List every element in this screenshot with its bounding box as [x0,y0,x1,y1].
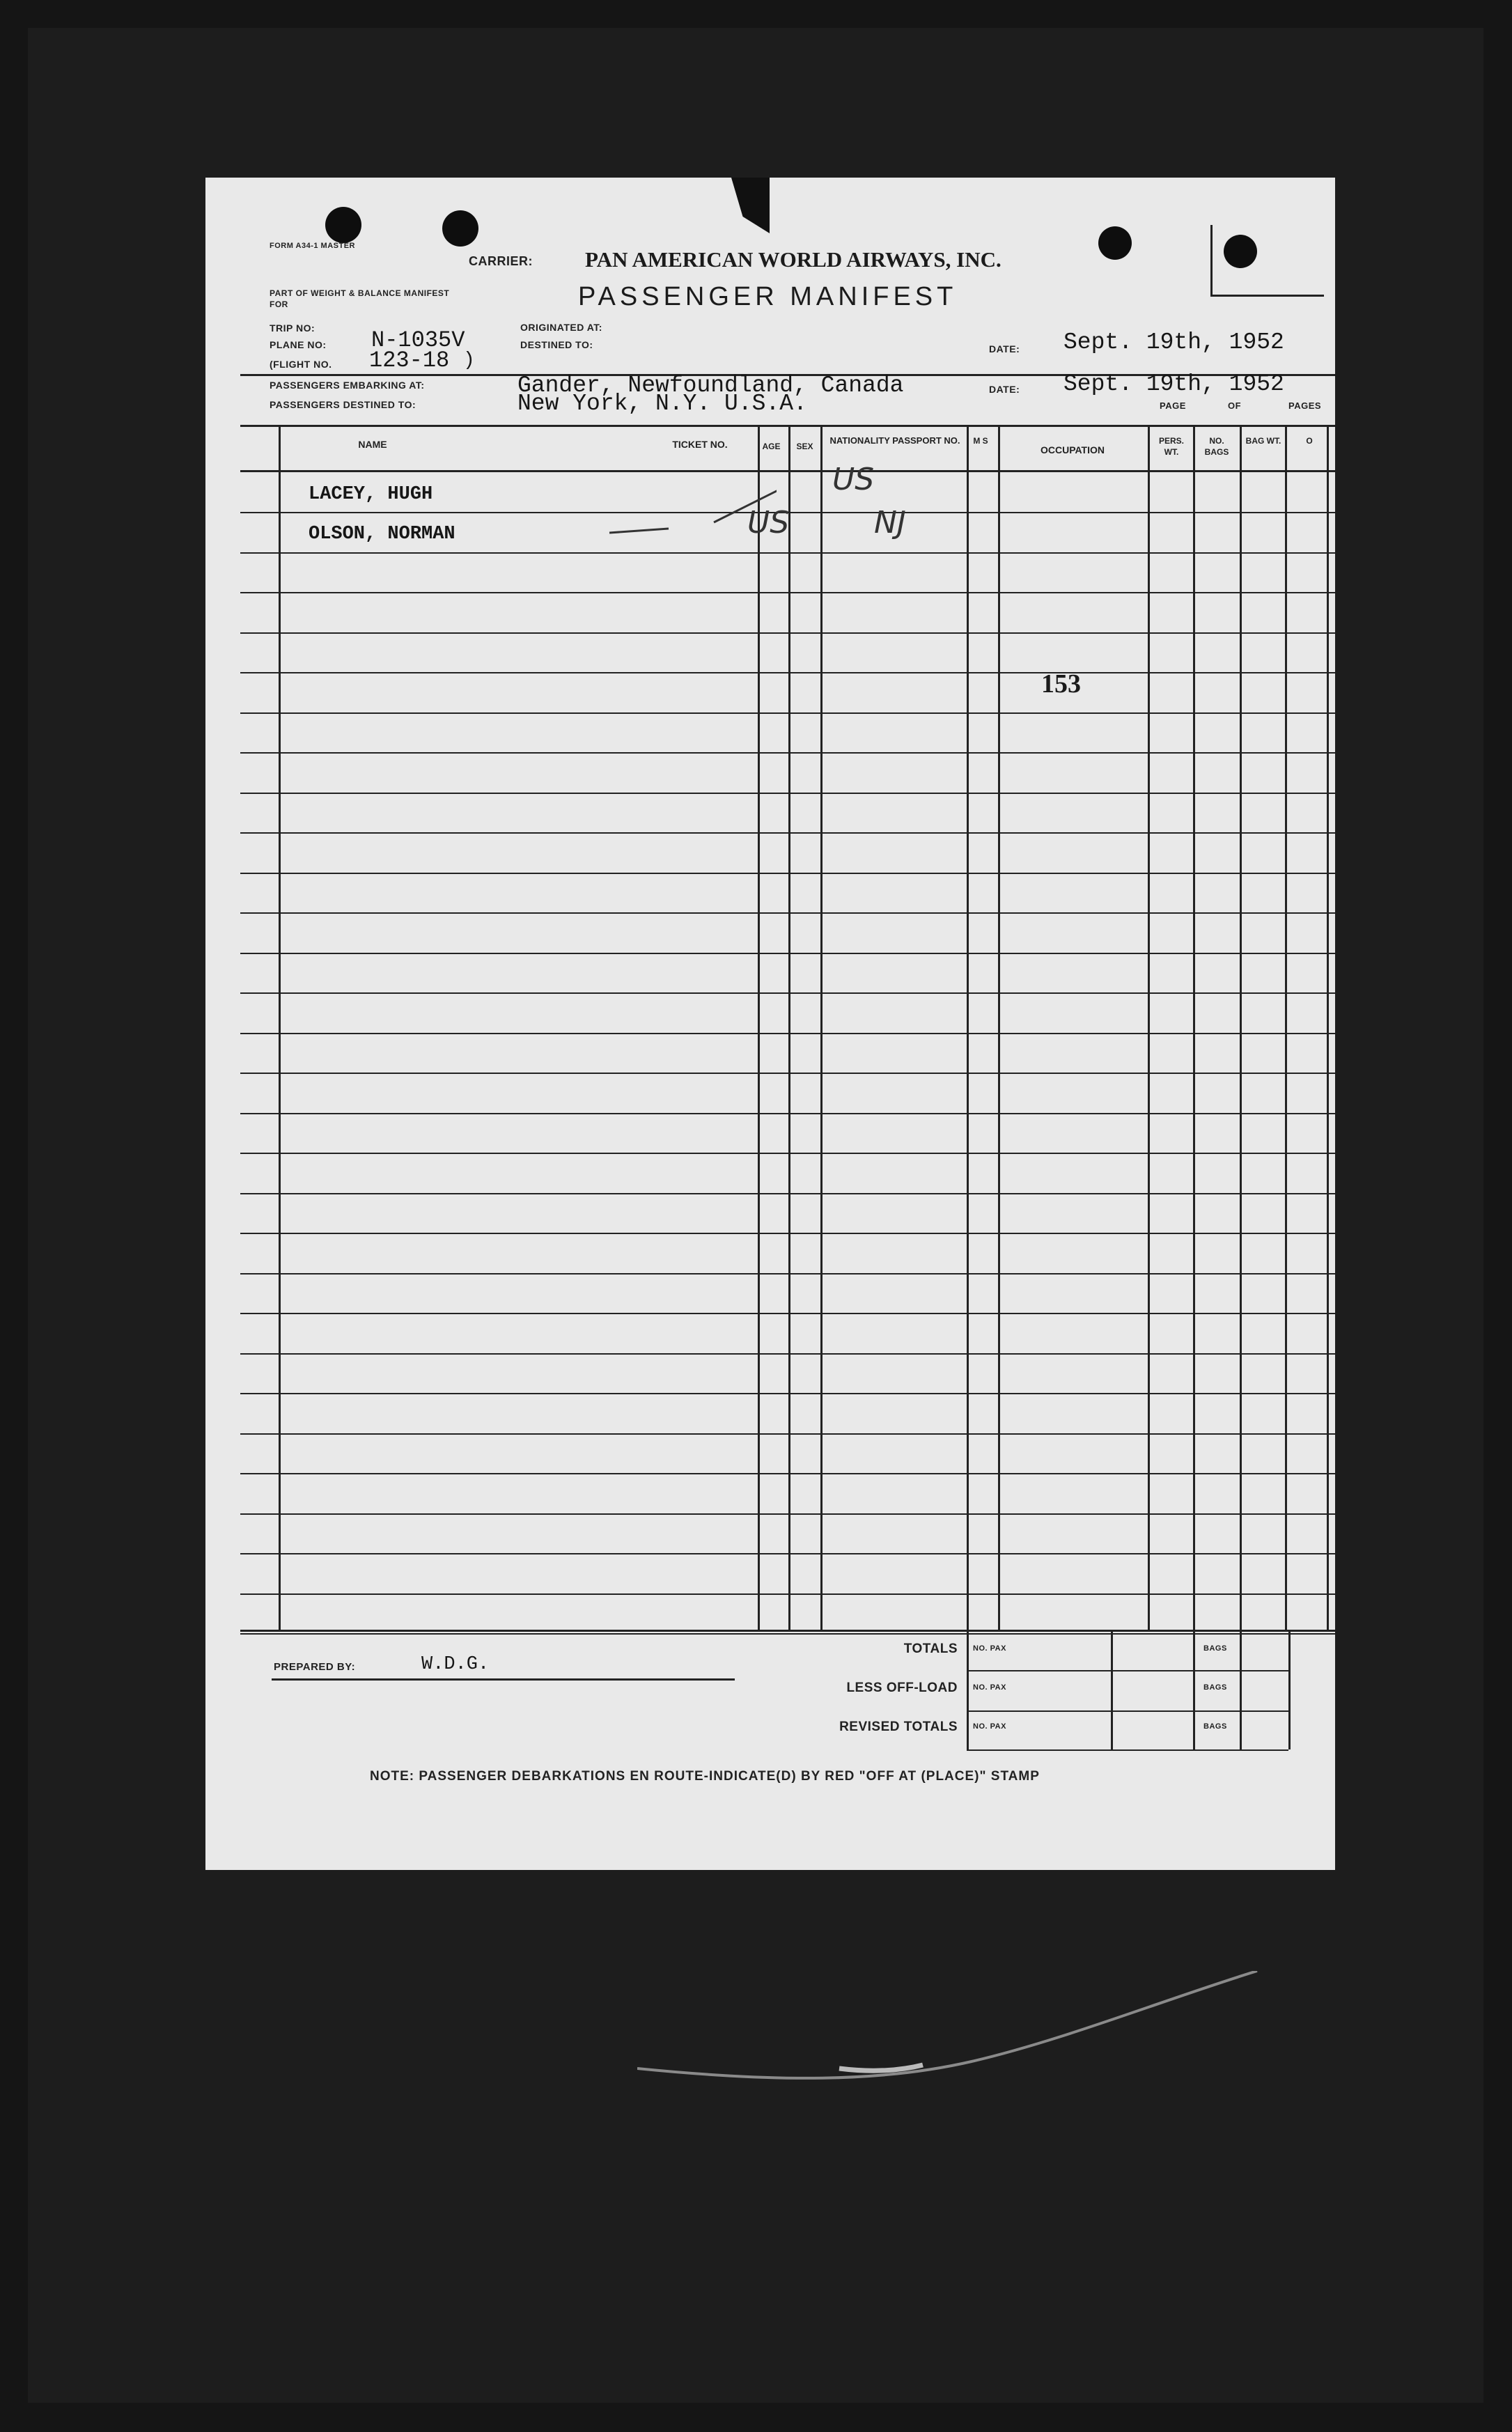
column-rule [1148,425,1150,1630]
row-rule [240,1153,1335,1154]
revised-totals-label: REVISED TOTALS [839,1720,958,1734]
passenger-2-name: OLSON, NORMAN [309,524,455,545]
carrier-label: CARRIER: [469,254,533,268]
totals-label: TOTALS [903,1642,958,1656]
row-rule [240,1433,1335,1435]
col-sex: SEX [796,442,813,451]
row-rule [240,1473,1335,1474]
form-number: FORM A34-1 MASTER [270,242,355,250]
note-text: NOTE: PASSENGER DEBARKATIONS EN ROUTE-INDICATE(D) BY RED "OFF AT (PLACE)" STAMP [370,1769,1040,1784]
bags-1: BAGS [1203,1644,1227,1653]
row-rule [240,1233,1335,1234]
col-nationality: NATIONALITY PASSPORT NO. [829,435,960,446]
flight-no-label: (FLIGHT NO. [270,359,332,370]
column-rule [788,425,790,1630]
plane-no-label: PLANE NO: [270,339,327,350]
col-ticket: TICKET NO. [672,439,728,450]
col-age: AGE [762,442,781,451]
col-ms: M S [973,436,988,446]
col-occupation: OCCUPATION [1040,444,1105,455]
column-rule [1240,425,1242,1630]
prepared-by-label: PREPARED BY: [274,1661,356,1673]
date-2: Sept. 19th, 1952 [1063,371,1284,397]
pages-label: PAGES [1288,400,1322,411]
column-rule [1285,425,1287,1630]
totals-column-rule [1193,1630,1195,1749]
row-rule [240,752,1335,754]
col-no-bags: NO. BAGS [1204,436,1229,457]
row-rule [240,712,1335,714]
row-rule [240,873,1335,874]
destined-label: DESTINED TO: [520,339,593,350]
no-pax-1: NO. PAX [973,1644,1006,1653]
no-pax-3: NO. PAX [973,1722,1006,1731]
row-rule [240,552,1335,554]
passenger-1-name: LACEY, HUGH [309,484,433,505]
row-rule [240,1193,1335,1194]
prepared-by-underline [272,1678,735,1681]
column-rule [279,425,281,1630]
form-title: PASSENGER MANIFEST [578,282,958,311]
embarking-label: PASSENGERS EMBARKING AT: [270,380,425,391]
row-rule [240,672,1335,673]
torn-corner [731,178,770,233]
col-name: NAME [358,439,387,450]
column-rule [758,425,760,1630]
bags-2: BAGS [1203,1683,1227,1692]
trip-no-label: TRIP NO: [270,322,315,334]
row-rule [240,832,1335,834]
totals-column-rule [967,1630,969,1749]
col-other: O [1306,436,1313,446]
row-rule [240,1073,1335,1074]
part-of-label: PART OF WEIGHT & BALANCE MANIFEST FOR [270,288,450,309]
embarking-at: Gander, Newfoundland, Canada [517,373,904,398]
flight-no-paren: ) [463,350,475,371]
col-pers-wt: PERS. WT. [1158,436,1184,457]
stamped-number: 153 [1041,669,1081,699]
destined-to: New York, N.Y. U.S.A. [517,391,807,416]
less-offload-label: LESS OFF-LOAD [846,1681,958,1695]
date-label-2: DATE: [989,384,1020,395]
handwritten-dash [595,470,777,540]
row-rule [240,592,1335,593]
row-rule [240,953,1335,954]
staple-wire [637,1971,1264,2082]
passenger-1-nationality: US [832,462,875,497]
row-rule [240,1393,1335,1394]
table-top-rule [240,425,1335,427]
date-1: Sept. 19th, 1952 [1063,329,1284,355]
row-rule [240,632,1335,634]
column-rule [1193,425,1195,1630]
passenger-2-nationality: NJ [874,505,906,540]
carrier-name: PAN AMERICAN WORLD AIRWAYS, INC. [585,247,1001,272]
page-label: PAGE [1160,400,1186,411]
row-rule [240,1553,1335,1554]
originated-label: ORIGINATED AT: [520,322,602,333]
row-rule [240,1513,1335,1515]
flight-no: 123-18 [369,348,450,373]
col-bag-wt: BAG WT. [1245,436,1281,446]
punch-hole-right-1 [1098,226,1132,260]
punch-hole-left-2 [442,210,478,247]
plane-no: N-1035V [371,327,465,353]
row-rule [240,912,1335,914]
row-rule [240,1353,1335,1355]
passenger-2-sex-mark: US [747,505,790,540]
of-label: OF [1228,400,1242,411]
row-rule [240,1113,1335,1114]
column-rule [820,425,823,1630]
totals-column-rule [1288,1630,1291,1749]
manifest-sheet [205,178,1335,1870]
column-rule [1327,425,1329,1630]
totals-column-rule [1111,1630,1113,1749]
totals-rule [967,1749,1288,1751]
no-pax-2: NO. PAX [973,1683,1006,1692]
header-bottom-rule [240,470,1335,472]
row-rule [240,1273,1335,1275]
row-rule [240,1033,1335,1034]
destined2-label: PASSENGERS DESTINED TO: [270,399,416,410]
totals-column-rule [1240,1630,1242,1749]
column-rule [967,425,969,1630]
prepared-by: W.D.G. [421,1654,490,1675]
punch-hole-left-1 [325,207,361,243]
corner-box [1210,225,1324,297]
bags-3: BAGS [1203,1722,1227,1731]
row-rule [240,1313,1335,1314]
row-rule [240,1633,1335,1635]
row-rule [240,992,1335,994]
date-label-1: DATE: [989,343,1020,354]
row-rule [240,793,1335,794]
column-rule [998,425,1000,1630]
row-rule [240,1593,1335,1595]
